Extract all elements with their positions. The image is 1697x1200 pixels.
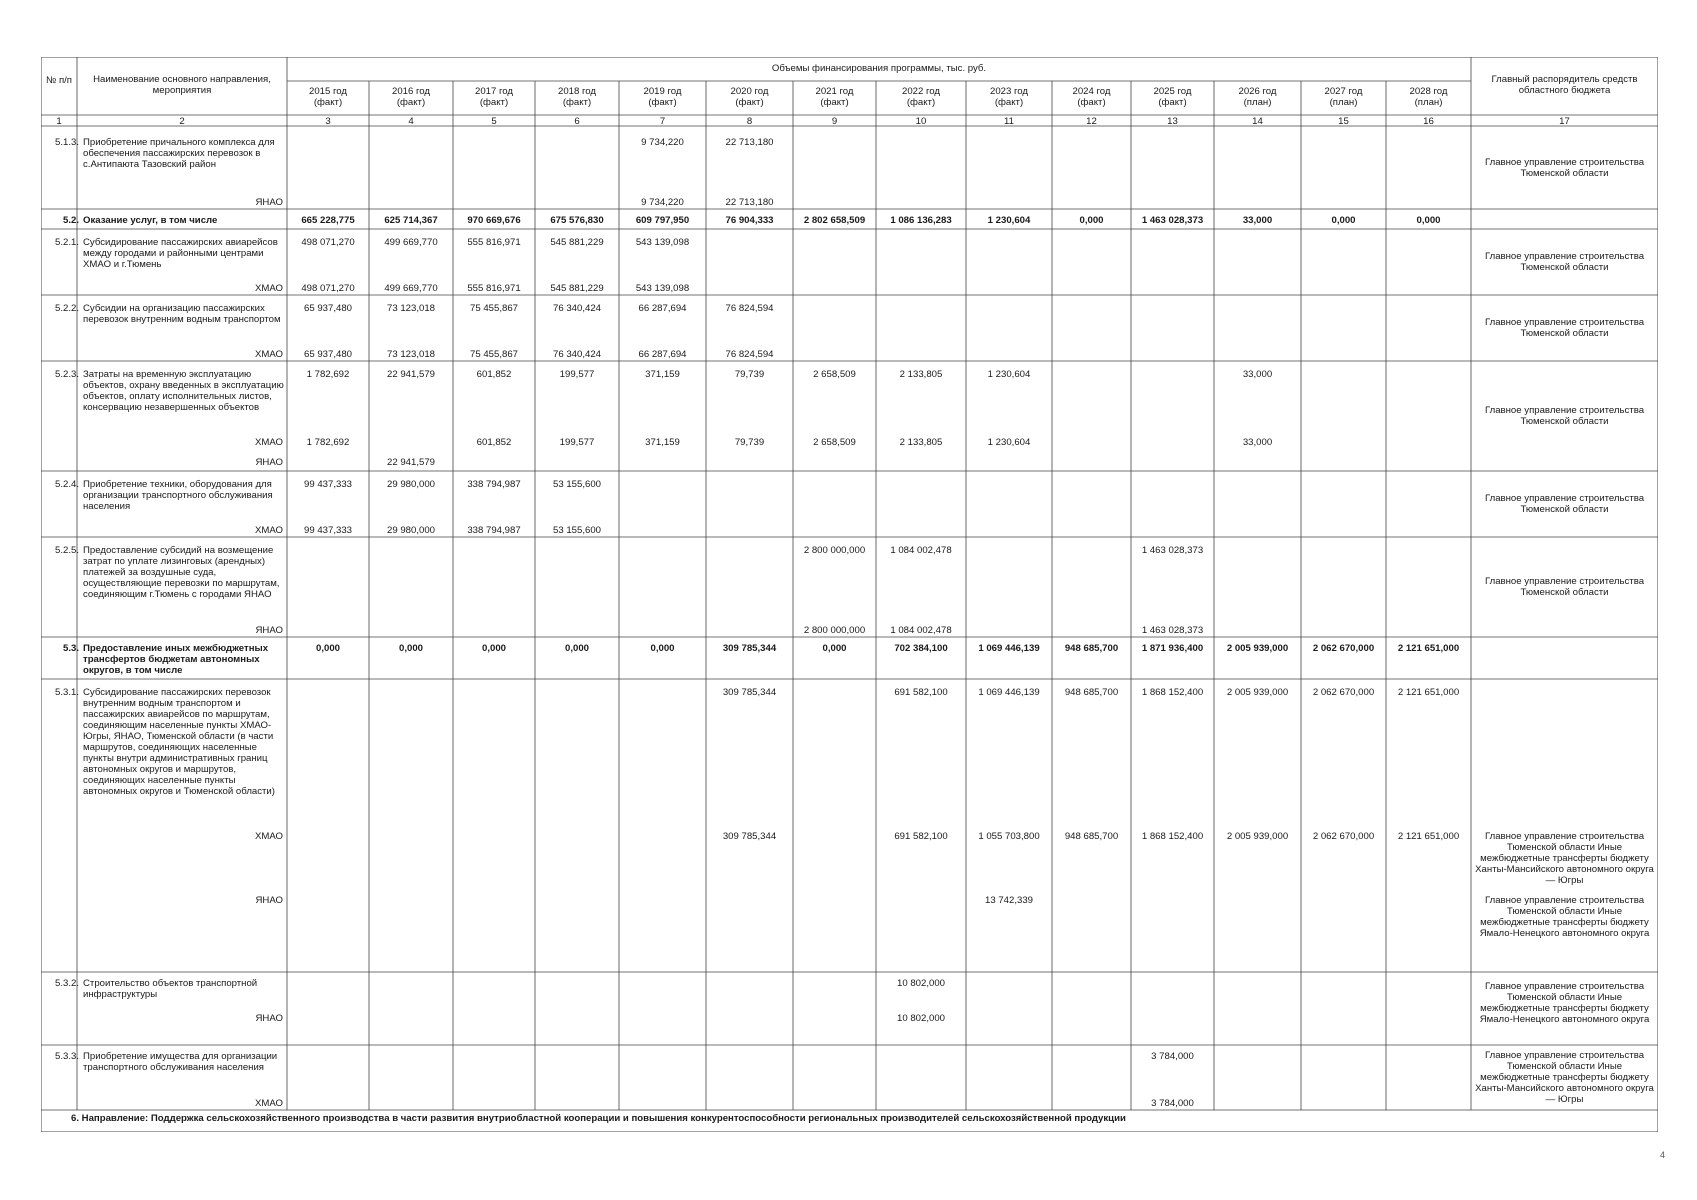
row-code: 5.2. (62, 215, 79, 226)
value-cell: 53 155,600 (552, 479, 601, 490)
row-title: Предоставление субсидий на возмещение затрат по уплате лизинговых (арендных) платежей за воздушные суда, осуществляющие перевозки по маршрутам, соединяющим г.Тюмень с городами ЯНАО (83, 545, 280, 600)
value-cell: 691 582,100 (894, 831, 948, 842)
value-cell: 0,000 (822, 643, 847, 654)
value-cell: 543 139,098 (635, 237, 690, 248)
value-cell: 309 785,344 (722, 831, 777, 842)
agency-cell: Главное управление строительства Тюменской области (1484, 493, 1645, 515)
value-cell: 76 340,424 (552, 349, 601, 360)
value-cell: 691 582,100 (894, 687, 948, 698)
value-cell: 3 784,000 (1151, 1098, 1194, 1109)
value-cell: 3 784,000 (1151, 1051, 1194, 1062)
value-cell: 2 121 651,000 (1397, 687, 1460, 698)
value-cell: 1 084 002,478 (890, 545, 952, 556)
header-year-type: (факт) (820, 97, 849, 108)
budget-table (41, 57, 1658, 1132)
value-cell: 2 658,509 (813, 369, 856, 380)
column-number: 10 (915, 115, 927, 127)
agency-cell: Главное управление строительства Тюменской области (1484, 156, 1645, 179)
header-year: 2027 год (1324, 86, 1363, 97)
value-cell: 0,000 (1416, 215, 1441, 226)
row-code: 5.3. (62, 643, 79, 654)
row-title: Приобретение техники, оборудования для организации транспортного обслуживания населения (83, 479, 273, 512)
column-number: 15 (1338, 115, 1349, 127)
value-cell: 73 123,018 (386, 303, 435, 314)
value-cell: 65 937,480 (303, 303, 352, 314)
header-year: 2020 год (730, 86, 769, 97)
value-cell: 1 084 002,478 (890, 625, 952, 636)
value-cell: 10 802,000 (896, 1013, 945, 1024)
value-cell: 73 123,018 (386, 349, 435, 360)
value-cell: 665 228,775 (301, 215, 355, 226)
value-cell: 555 816,971 (467, 283, 521, 294)
direction-title: 6. Направление: Поддержка сельскохозяйственного производства в части развития внутриобластной кооперации и повышения конкурентоспособности региональных производителей сельскохозяйственной продукции (71, 1113, 1126, 1124)
value-cell: 66 287,694 (638, 303, 687, 314)
value-cell: 1 463 028,373 (1141, 625, 1204, 636)
column-number: 2 (179, 115, 185, 127)
column-number: 11 (1004, 115, 1014, 127)
header-year-type: (факт) (313, 97, 343, 108)
value-cell: 970 669,676 (467, 215, 521, 226)
value-cell: 498 071,270 (301, 283, 355, 294)
row-code: 5.2.3. (54, 369, 79, 380)
header-year-type: (факт) (396, 97, 426, 108)
header-year-type: (факт) (994, 97, 1024, 108)
value-cell: 2 062 670,000 (1312, 687, 1375, 698)
header-year: 2026 год (1238, 86, 1277, 97)
region-label: ХМАО (254, 831, 283, 842)
row-title: Субсидирование пассажирских перевозок внутренним водным транспортом и пассажирских авиарейсов по маршрутам, соединяющим населенные пункты ХМАО-Югры, ЯНАО, Тюменской области (в части маршрутов, соединяющих населенные пункты внутри административных границ автономных округов и маршрутов, соединяющих населенные пункты автономных округов и Тюменской области) (83, 687, 275, 797)
value-cell: 338 794,987 (467, 479, 521, 490)
header-year-type: (факт) (1077, 97, 1106, 108)
value-cell: 371,159 (645, 437, 680, 448)
header-no: № п/п (45, 75, 72, 86)
header-year: 2022 год (901, 86, 941, 97)
value-cell: 79,739 (734, 437, 765, 448)
column-number: 4 (408, 115, 414, 127)
value-cell: 601,852 (476, 437, 512, 448)
row-title: Предоставление иных межбюджетных трансфертов бюджетам автономных округов, в том числе (83, 643, 269, 676)
value-cell: 2 133,805 (899, 437, 943, 448)
value-cell: 53 155,600 (552, 525, 601, 536)
value-cell: 22 713,180 (725, 197, 774, 208)
value-cell: 545 881,229 (550, 237, 604, 248)
value-cell: 543 139,098 (635, 283, 690, 294)
agency-cell: Главное управление строительства Тюменской области Иные межбюджетные трансферты бюджету Ханты-Мансийского автономного округа — Югры (1475, 831, 1654, 886)
column-number: 3 (325, 115, 331, 127)
agency-cell: Главное управление строительства Тюменской области (1484, 317, 1645, 339)
header-year: 2025 год (1153, 86, 1192, 97)
value-cell: 1 782,692 (306, 437, 350, 448)
column-number: 5 (491, 115, 497, 127)
value-cell: 1 868 152,400 (1141, 687, 1204, 698)
value-cell: 76 824,594 (725, 303, 774, 314)
value-cell: 2 005 939,000 (1226, 643, 1289, 654)
value-cell: 99 437,333 (303, 479, 352, 490)
region-label: ЯНАО (255, 457, 283, 468)
region-label: ХМАО (254, 1098, 283, 1109)
row-title: Приобретение причального комплекса для обеспечения пассажирских перевозок в с.Антипаюта Тазовский район (83, 137, 275, 170)
value-cell: 1 230,604 (987, 437, 1031, 448)
region-label: ЯНАО (255, 625, 283, 636)
value-cell: 2 005 939,000 (1226, 831, 1289, 842)
value-cell: 199,577 (559, 437, 595, 448)
row-code: 5.2.2. (54, 303, 79, 314)
value-cell: 0,000 (481, 643, 506, 654)
row-title: Субсидии на организацию пассажирских перевозок внутренним водным транспортом (83, 303, 281, 325)
value-cell: 2 658,509 (813, 437, 856, 448)
header-year: 2028 год (1409, 86, 1448, 97)
value-cell: 1 055 703,800 (978, 831, 1040, 842)
value-cell: 33,000 (1242, 437, 1273, 448)
column-number: 9 (831, 115, 838, 127)
row-code: 5.3.1. (54, 687, 79, 698)
value-cell: 76 824,594 (725, 349, 774, 360)
region-label: ХМАО (254, 525, 283, 536)
header-year-type: (факт) (648, 97, 677, 108)
row-code: 5.1.3. (54, 137, 79, 148)
value-cell: 2 121 651,000 (1397, 831, 1460, 842)
header-year-type: (факт) (479, 97, 509, 108)
agency-cell: Главное управление строительства Тюменской области Иные межбюджетные трансферты бюджету Ямало-Ненецкого автономного округа (1479, 981, 1650, 1025)
value-cell: 2 800 000,000 (803, 545, 866, 556)
value-cell: 1 230,604 (987, 369, 1031, 380)
column-number: 17 (1559, 115, 1570, 127)
row-code: 5.3.3. (54, 1051, 79, 1062)
header-year: 2018 год (557, 86, 597, 97)
header-year-type: (план) (1243, 97, 1272, 108)
value-cell: 33,000 (1242, 369, 1273, 380)
value-cell: 9 734,220 (641, 137, 684, 148)
value-cell: 22 941,579 (386, 457, 435, 468)
column-number: 7 (659, 115, 666, 127)
value-cell: 65 937,480 (303, 349, 352, 360)
value-cell: 0,000 (315, 643, 340, 654)
value-cell: 1 871 936,400 (1141, 643, 1204, 654)
header-year-type: (факт) (735, 97, 764, 108)
value-cell: 0,000 (564, 643, 589, 654)
value-cell: 76 904,333 (725, 215, 774, 226)
value-cell: 498 071,270 (301, 237, 355, 248)
value-cell: 948 685,700 (1064, 831, 1119, 842)
value-cell: 9 734,220 (641, 197, 684, 208)
row-title: Строительство объектов транспортной инфраструктуры (83, 978, 258, 1000)
header-year-type: (факт) (906, 97, 936, 108)
column-number: 6 (574, 115, 580, 127)
header-year: 2023 год (989, 86, 1029, 97)
value-cell: 75 455,867 (469, 349, 518, 360)
row-title: Оказание услуг, в том числе (83, 215, 218, 226)
value-cell: 338 794,987 (467, 525, 521, 536)
value-cell: 22 713,180 (725, 137, 774, 148)
value-cell: 948 685,700 (1064, 687, 1119, 698)
value-cell: 1 086 136,283 (890, 215, 952, 226)
agency-cell: Главное управление строительства Тюменской области Иные межбюджетные трансферты бюджету Ханты-Мансийского автономного округа — Югры (1475, 1050, 1654, 1105)
row-code: 5.3.2. (54, 978, 79, 989)
value-cell: 2 802 658,509 (803, 215, 866, 226)
agency-cell: Главное управление строительства Тюменской области (1484, 405, 1645, 427)
row-code: 5.2.4. (54, 479, 79, 490)
value-cell: 625 714,367 (384, 215, 438, 226)
value-cell: 309 785,344 (722, 687, 777, 698)
value-cell: 601,852 (476, 369, 512, 380)
value-cell: 609 797,950 (635, 215, 690, 226)
value-cell: 545 881,229 (550, 283, 604, 294)
page-number: 4 (1660, 1150, 1666, 1160)
header-year: 2015 год (308, 86, 348, 97)
value-cell: 0,000 (1079, 215, 1104, 226)
value-cell: 499 669,770 (384, 237, 438, 248)
region-label: ЯНАО (255, 1013, 283, 1024)
agency-cell: Главное управление строительства Тюменской области (1484, 251, 1645, 273)
value-cell: 1 069 446,139 (978, 643, 1040, 654)
value-cell: 0,000 (1331, 215, 1356, 226)
row-code: 5.2.1. (54, 237, 79, 248)
value-cell: 555 816,971 (467, 237, 521, 248)
value-cell: 33,000 (1242, 215, 1273, 226)
value-cell: 79,739 (734, 369, 765, 380)
column-number: 16 (1423, 115, 1434, 127)
row-title: Приобретение имущества для организации транспортного обслуживания населения (83, 1051, 278, 1073)
value-cell: 75 455,867 (469, 303, 518, 314)
value-cell: 0,000 (398, 643, 423, 654)
agency-cell: Главное управление строительства Тюменской области (1484, 576, 1645, 598)
value-cell: 1 463 028,373 (1141, 545, 1204, 556)
value-cell: 0,000 (650, 643, 675, 654)
value-cell: 675 576,830 (550, 215, 604, 226)
value-cell: 10 802,000 (896, 978, 945, 989)
row-title: Субсидирование пассажирских авиарейсов между городами и районными центрами ХМАО и г.Тюмень (83, 237, 278, 270)
header-year: 2019 год (643, 86, 682, 97)
column-number: 13 (1167, 115, 1178, 127)
region-label: ХМАО (254, 349, 283, 360)
value-cell: 2 062 670,000 (1312, 643, 1375, 654)
value-cell: 1 782,692 (306, 369, 350, 380)
value-cell: 199,577 (559, 369, 595, 380)
row-code: 5.2.5. (54, 545, 79, 556)
header-agency: Главный распорядитель средств областного бюджета (1491, 74, 1638, 96)
value-cell: 76 340,424 (552, 303, 601, 314)
value-cell: 29 980,000 (386, 479, 435, 490)
header-name: Наименование основного направления, мероприятия (93, 74, 271, 96)
value-cell: 702 384,100 (894, 643, 948, 654)
region-label: ЯНАО (255, 197, 283, 208)
value-cell: 2 062 670,000 (1312, 831, 1375, 842)
value-cell: 2 133,805 (899, 369, 943, 380)
region-label: ЯНАО (255, 895, 283, 906)
agency-cell: Главное управление строительства Тюменской области Иные межбюджетные трансферты бюджету Ямало-Ненецкого автономного округа (1479, 895, 1650, 939)
header-year: 2021 год (815, 86, 854, 97)
region-label: ХМАО (254, 437, 283, 448)
value-cell: 309 785,344 (722, 643, 777, 654)
value-cell: 1 069 446,139 (978, 687, 1040, 698)
column-number: 12 (1086, 115, 1097, 127)
value-cell: 99 437,333 (303, 525, 352, 536)
region-label: ХМАО (254, 283, 283, 294)
value-cell: 22 941,579 (386, 369, 435, 380)
header-volume: Объемы финансирования программы, тыс. руб. (771, 63, 987, 74)
value-cell: 2 800 000,000 (803, 625, 866, 636)
header-year: 2024 год (1072, 86, 1111, 97)
header-year: 2016 год (391, 86, 431, 97)
value-cell: 948 685,700 (1064, 643, 1119, 654)
value-cell: 371,159 (645, 369, 680, 380)
header-year-type: (факт) (562, 97, 592, 108)
column-number: 14 (1252, 115, 1263, 127)
row-title: Затраты на временную эксплуатацию объектов, охрану введенных в эксплуатацию объектов, оплату исполнительных листов, консервацию незавершенных объектов (83, 369, 284, 413)
value-cell: 1 463 028,373 (1141, 215, 1204, 226)
header-year-type: (факт) (1158, 97, 1187, 108)
column-number: 8 (746, 115, 753, 127)
value-cell: 499 669,770 (384, 283, 438, 294)
column-number: 1 (56, 115, 62, 127)
value-cell: 29 980,000 (386, 525, 435, 536)
header-year-type: (план) (1329, 97, 1358, 108)
header-year: 2017 год (474, 86, 514, 97)
value-cell: 1 230,604 (987, 215, 1031, 226)
value-cell: 2 121 651,000 (1397, 643, 1460, 654)
header-year-type: (план) (1414, 97, 1443, 108)
value-cell: 13 742,339 (984, 895, 1033, 906)
value-cell: 1 868 152,400 (1141, 831, 1204, 842)
value-cell: 2 005 939,000 (1226, 687, 1289, 698)
value-cell: 66 287,694 (638, 349, 687, 360)
